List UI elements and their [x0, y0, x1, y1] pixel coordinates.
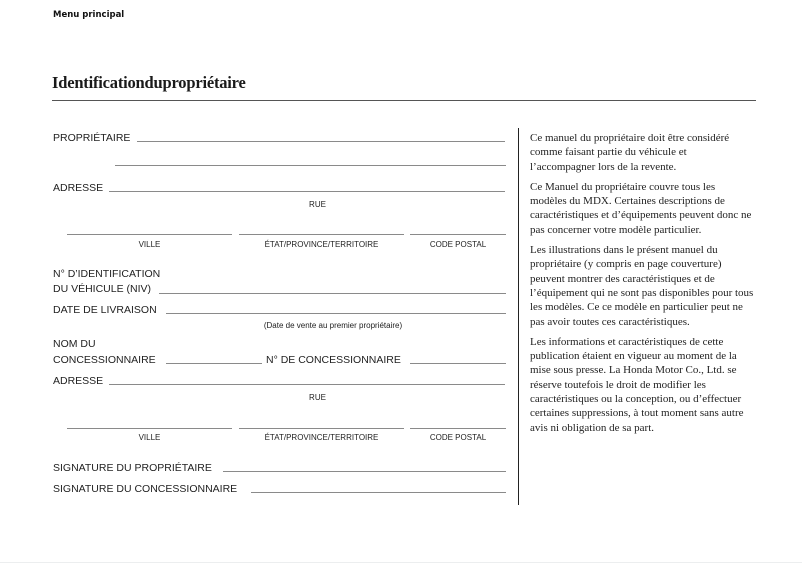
owner-postal-caption: CODE POSTAL — [429, 240, 487, 249]
title-divider — [52, 100, 756, 101]
delivery-date-label: DATE DE LIVRAISON — [53, 304, 157, 316]
owner-city-field[interactable] — [67, 224, 232, 235]
dealer-postal-field[interactable] — [410, 418, 506, 429]
column-divider — [518, 128, 519, 505]
owner-street-field[interactable] — [109, 181, 505, 192]
vin-label-line2: DU VÉHICULE (NIV) — [53, 283, 152, 295]
owner-signature-label: SIGNATURE DU PROPRIÉTAIRE — [53, 462, 212, 474]
note-paragraph: Ce manuel du propriétaire doit être considéré comme faisant partie du véhicule et l’accompagner lors de la revente. — [530, 132, 730, 173]
dealer-address-label: ADRESSE — [53, 375, 104, 387]
page-bottom-border — [0, 562, 802, 563]
dealer-postal-caption: CODE POSTAL — [429, 433, 487, 442]
owner-postal-field[interactable] — [410, 224, 506, 235]
owner-city-caption: VILLE — [138, 240, 161, 249]
dealer-number-label: N° DE CONCESSIONNAIRE — [266, 354, 401, 366]
dealer-name-label-line1: NOM DU — [53, 338, 96, 350]
dealer-signature-label: SIGNATURE DU CONCESSIONNAIRE — [53, 483, 238, 495]
vin-field[interactable] — [159, 283, 506, 294]
dealer-city-field[interactable] — [67, 418, 232, 429]
dealer-signature-field[interactable] — [251, 482, 506, 493]
manual-notes — [530, 131, 754, 441]
main-menu-link[interactable]: Menu principal — [53, 10, 125, 20]
dealer-state-field[interactable] — [239, 418, 404, 429]
dealer-name-label-line2: CONCESSIONNAIRE — [53, 354, 156, 366]
owner-address-label: ADRESSE — [53, 182, 104, 194]
owner-street-caption: RUE — [309, 200, 326, 209]
note-paragraph: Les informations et caractéristiques de cette publication étaient en vigueur au moment de la mise sous presse. La Honda Motor Co., Ltd. se réserve toutefois le droit de modifier les caractéristiques ou la conception, ou d’effectuer certaines suppressions, à tout moment sans autre avis ni obligation de sa part. — [530, 335, 744, 434]
delivery-date-caption: (Date de vente au premier propriétaire) — [263, 321, 403, 330]
owner-signature-field[interactable] — [223, 461, 506, 472]
owner-name-field[interactable] — [137, 131, 505, 142]
delivery-date-field[interactable] — [166, 303, 506, 314]
dealer-name-field[interactable] — [166, 353, 262, 364]
owner-name-field-line2[interactable] — [115, 155, 506, 166]
dealer-number-field[interactable] — [410, 353, 506, 364]
note-paragraph: Les illustrations dans le présent manuel du propriétaire (y compris en page couverture) peuvent montrer des caractéristiques et de l’équipement qui ne sont pas disponibles pour tous les modèles. Ce ce modèle en particulier peut ne pas avoir toutes ces caractéristiques. — [530, 244, 754, 328]
note-paragraph: Ce Manuel du propriétaire couvre tous les modèles du MDX. Certaines descriptions de caractéristiques et d’équipements peuvent donc ne pas concerner votre modèle particulier. — [530, 180, 752, 236]
page-title: Identificationdupropriétaire — [52, 73, 246, 92]
dealer-state-caption: ÉTAT/PROVINCE/TERRITOIRE — [264, 433, 379, 442]
vin-label-line1: N° D’IDENTIFICATION — [53, 268, 161, 280]
owner-label: PROPRIÉTAIRE — [53, 132, 131, 144]
owner-state-caption: ÉTAT/PROVINCE/TERRITOIRE — [264, 240, 379, 249]
dealer-street-caption: RUE — [309, 393, 326, 402]
owner-state-field[interactable] — [239, 224, 404, 235]
dealer-city-caption: VILLE — [138, 433, 161, 442]
dealer-street-field[interactable] — [109, 374, 505, 385]
